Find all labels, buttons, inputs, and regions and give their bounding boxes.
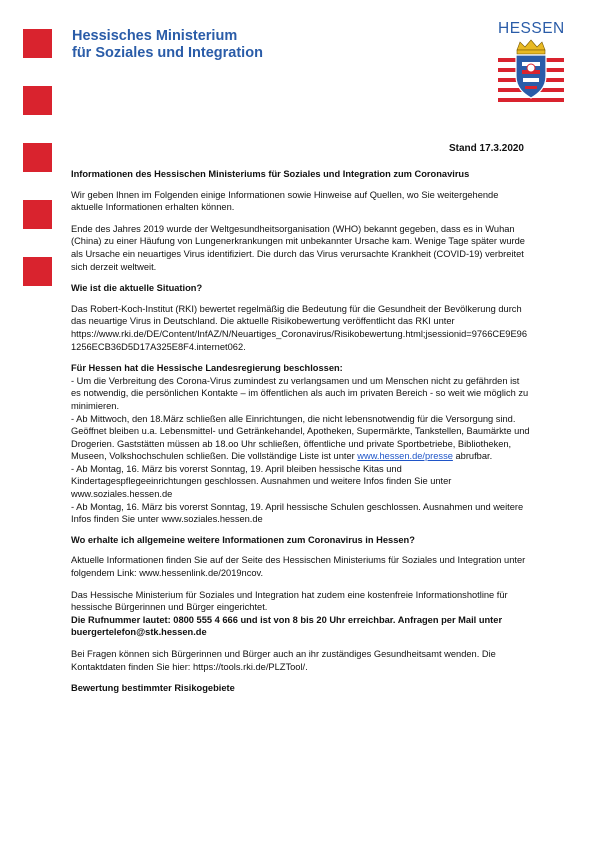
- health-office-paragraph: Bei Fragen können sich Bürgerinnen und Bürger auch an ihr zuständiges Gesundheitsamt wenden. Die Kontaktdaten finden Sie hier: https://tools.rki.de/PLZTool/.: [71, 649, 496, 672]
- state-name: HESSEN: [498, 20, 565, 37]
- decision-item-4: - Ab Montag, 16. März bis vorerst Sonntag, 19. April hessische Schulen geschlossen. Ausnahmen und weitere Infos finden Sie unter www.soziales.hessen.de: [71, 501, 524, 525]
- decision-item-2-after: abrufbar.: [452, 451, 493, 462]
- background-paragraph: Ende des Jahres 2019 wurde der Weltgesundheitsorganisation (WHO) bekannt gegeben, dass es in Wuhan (China) zu einer Häufung von Lungenerkrankungen mit unbekannter Ursache kam. Wenige Tage später wurde als Ursache ein neuartiges Virus identifiziert. Die durch das Virus verursachte Krankheit (COVID-19) verbreitet sich derzeit weltweit.: [71, 223, 525, 272]
- hessen-crest-icon: [498, 38, 564, 104]
- hotline-number: Die Rufnummer lautet: 0800 555 4 666 und ist von 8 bis 20 Uhr erreichbar. Anfragen per Mail unter buergertelefon@stk.hessen.de: [71, 614, 503, 638]
- document-date: Stand 17.3.2020: [448, 143, 524, 154]
- general-info-paragraph: Aktuelle Informationen finden Sie auf der Seite des Hessischen Ministeriums für Soziales und Integration unter folgendem Link: www.hessenlink.de/2019ncov.: [71, 555, 526, 579]
- risk-areas-heading: Bewertung bestimmter Risikogebiete: [71, 683, 235, 694]
- intro-paragraph: Wir geben Ihnen im Folgenden einige Informationen sowie Hinweise auf Quellen, wo Sie weitergehende aktuelle Informationen erhalten können.: [71, 189, 499, 213]
- decision-item-1: - Um die Verbreitung des Corona-Virus zumindest zu verlangsamen und um Menschen nicht zu gefährden ist es notwendig, die persönlichen Kontakte – im öffentlichen als auch im privaten Bereich - so weit wie möglich zu minimieren.: [71, 375, 529, 411]
- document-title: Informationen des Hessischen Ministeriums für Soziales und Integration zum Coronavirus: [71, 169, 470, 179]
- decision-item-2-text: - Ab Mittwoch, den 18.März schließen alle Einrichtungen, die nicht lebensnotwendig für die Versorgung sind. Geöffnet bleiben u.a. Lebensmittel- und Getränkehandel, Apotheken, Supermärkte, Tankstellen, Baumärkte und Drogerien. Gaststätten müssen ab 18.oo Uhr schließen, öffentliche und private Sportbetriebe, Bibliotheken, Museen, Volkshochschulen schließen. Die vollständige Liste ist unter: [71, 413, 530, 462]
- decor-red-square-4: [23, 200, 52, 229]
- document-body: [71, 168, 531, 703]
- decor-red-square-1: [23, 29, 52, 58]
- decision-item-2: [71, 413, 531, 463]
- situation-paragraph: [71, 303, 531, 353]
- decisions-section: [71, 362, 531, 526]
- decisions-heading: Für Hessen hat die Hessische Landesregierung beschlossen:: [71, 363, 343, 374]
- hotline-text: Das Hessische Ministerium für Soziales und Integration hat zudem eine kostenfreie Informationshotline für hessische Bürgerinnen und Bürger eingerichtet.: [71, 589, 508, 613]
- decor-red-square-3: [23, 143, 52, 172]
- decor-red-square-5: [23, 257, 52, 286]
- hessen-presse-link[interactable]: www.hessen.de/presse: [357, 451, 453, 462]
- decision-item-3: - Ab Montag, 16. März bis vorerst Sonntag, 19. April bleiben hessische Kitas und Kindertagespflegeeinrichtungen geschlossen. Ausnahmen und weitere Infos finden Sie unter www.soziales.hessen.de: [71, 463, 452, 500]
- hotline-paragraph: [71, 589, 531, 639]
- ministry-name: [72, 28, 263, 62]
- decor-red-square-2: [23, 86, 52, 115]
- situation-heading: Wie ist die aktuelle Situation?: [71, 283, 203, 294]
- rki-risk-url[interactable]: https://www.rki.de/DE/Content/InfAZ/N/Neuartiges_Coronavirus/Risikobewertung.html;jsessionid=9766CE9E961256ECB36D5D17A325E8F4.internet062.: [71, 328, 528, 352]
- ministry-name-line-1: Hessisches Ministerium: [72, 28, 238, 44]
- ministry-name-line-2: für Soziales und Integration: [72, 45, 263, 61]
- general-info-heading: Wo erhalte ich allgemeine weitere Informationen zum Coronavirus in Hessen?: [71, 534, 415, 545]
- situation-text: Das Robert-Koch-Institut (RKI) bewertet regelmäßig die Bedeutung für die Gesundheit der Bevölkerung durch das neuartige Virus in Deutschland. Die aktuelle Risikobewertung veröffentlicht das RKI unter: [71, 303, 522, 327]
